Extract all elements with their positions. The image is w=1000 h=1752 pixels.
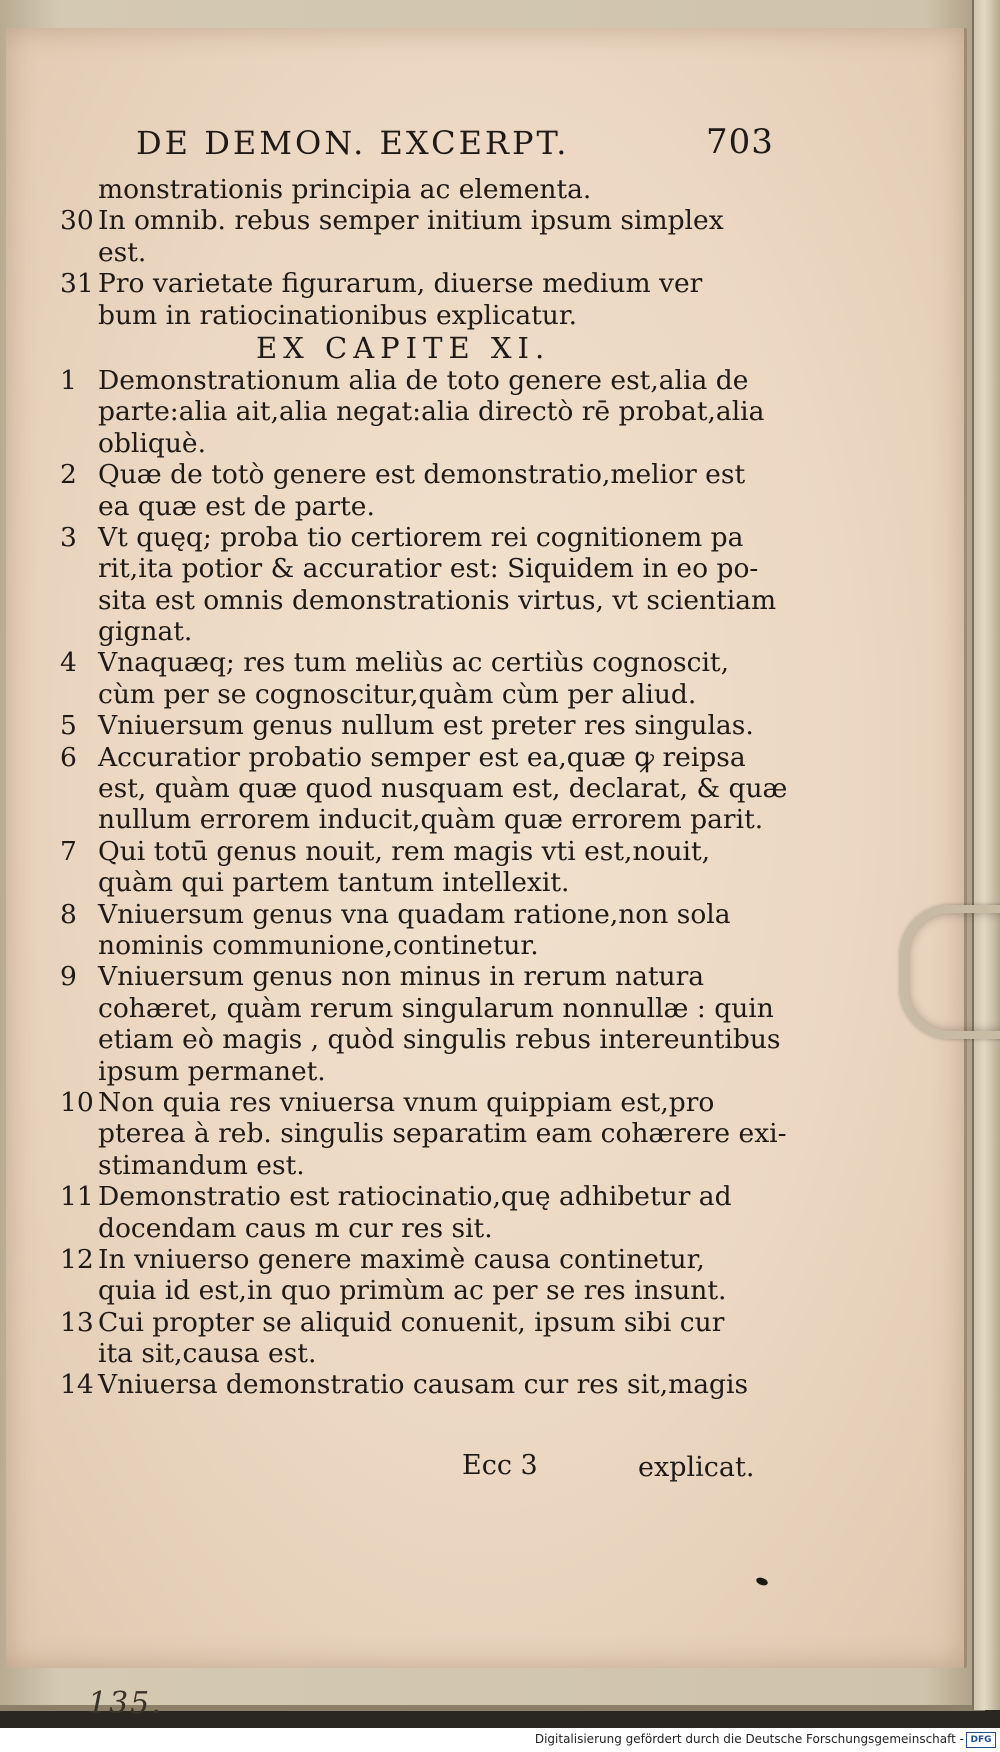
signature-mark: Ecc 3	[462, 1450, 538, 1481]
text-line	[60, 1087, 780, 1118]
line-text: Pro varietate figurarum, diuerse medium ver	[98, 268, 703, 300]
text-line	[60, 647, 780, 678]
text-line	[60, 804, 780, 835]
text-line	[60, 585, 780, 616]
text-line	[60, 365, 780, 396]
text-line	[60, 993, 780, 1024]
text-line	[60, 237, 780, 268]
line-text: nominis communione,continetur.	[98, 929, 539, 961]
line-text: parte:alia ait,alia negat:alia directò rē probat,alia	[98, 396, 765, 428]
line-text: monstrationis principia ac elementa.	[98, 174, 592, 205]
text-line	[60, 961, 780, 992]
text-line	[60, 300, 780, 331]
funding-credit: Digitalisierung gefördert durch die Deutsche Forschungsgemeinschaft -	[534, 1732, 964, 1746]
line-text: ipsum permanet.	[98, 1055, 326, 1087]
line-text: Non quia res vniuersa vnum quippiam est,pro	[98, 1086, 715, 1118]
line-text: Cui propter se aliquid conuenit, ipsum sibi cur	[98, 1306, 725, 1338]
text-line	[60, 491, 780, 522]
line-text: docendam caus m cur res sit.	[98, 1212, 493, 1244]
text-line	[60, 1150, 780, 1181]
aphorism-number: 31	[60, 268, 94, 300]
text-line	[60, 268, 780, 299]
chapter-heading-text: EX CAPITE XI.	[256, 330, 551, 365]
clasp-strap	[900, 905, 1000, 1039]
text-line	[60, 836, 780, 867]
dfg-logo: DFG	[966, 1732, 996, 1748]
line-text: quia id est,in quo primùm ac per se res insunt.	[98, 1275, 727, 1307]
line-text: Accuratior probatio semper est ea,quæ ꝙ reipsa	[98, 741, 746, 773]
text-line	[60, 1213, 780, 1244]
text-line	[60, 867, 780, 898]
page-number: 703	[706, 122, 774, 162]
aphorism-number: 1	[60, 364, 77, 396]
text-line	[60, 616, 780, 647]
line-text: ita sit,causa est.	[98, 1338, 317, 1370]
text-line	[60, 1244, 780, 1275]
aphorism-number: 2	[60, 459, 77, 491]
text-line	[60, 1024, 780, 1055]
aphorism-number: 4	[60, 647, 77, 679]
chapter-heading	[60, 331, 780, 365]
page-text-block	[60, 118, 788, 1401]
text-line	[60, 1307, 780, 1338]
aphorism-number: 30	[60, 205, 94, 237]
text-line	[60, 742, 780, 773]
text-lines	[60, 174, 788, 1401]
line-text: cohæret, quàm rerum singularum nonnullæ : quin	[98, 992, 774, 1024]
text-line	[60, 174, 780, 205]
line-text: etiam eò magis , quòd singulis rebus intereuntibus	[98, 1024, 781, 1056]
line-text: sita est omnis demonstrationis virtus, vt scientiam	[98, 584, 777, 616]
binding-edge	[972, 0, 1000, 1710]
text-line	[60, 1275, 780, 1306]
line-text: ea quæ est de parte.	[98, 490, 375, 522]
text-line	[60, 1056, 780, 1087]
text-line	[60, 428, 780, 459]
text-line	[60, 899, 780, 930]
line-text: obliquè.	[98, 427, 207, 459]
line-text: Quæ de totò genere est demonstratio,melior est	[98, 459, 746, 491]
aphorism-number: 12	[60, 1243, 94, 1275]
aphorism-number: 5	[60, 710, 77, 742]
text-line	[60, 459, 780, 490]
aphorism-number: 14	[60, 1369, 94, 1401]
text-line	[60, 1369, 780, 1400]
line-text: Qui totū genus nouit, rem magis vti est,nouit,	[98, 835, 711, 867]
digitization-footer	[0, 1728, 1000, 1752]
text-line	[60, 205, 780, 236]
aphorism-number: 9	[60, 961, 77, 993]
line-text: bum in ratiocinationibus explicatur.	[98, 299, 578, 331]
text-line	[60, 679, 780, 710]
text-line	[60, 522, 780, 553]
text-line	[60, 1181, 780, 1212]
line-text: In vniuersо genere maximè causa continetur,	[98, 1243, 705, 1275]
line-text: Demonstratio est ratiocinatio,quę adhibetur ad	[98, 1181, 732, 1213]
text-line	[60, 553, 780, 584]
line-text: est, quàm quæ quod nusquam est, declarat, & quæ	[98, 773, 788, 805]
line-text: Vniuersum genus non minus in rerum natura	[98, 961, 705, 993]
line-text: quàm qui partem tantum intellexit.	[98, 867, 570, 899]
aphorism-number: 8	[60, 898, 77, 930]
aphorism-number: 10	[60, 1086, 94, 1118]
line-text: est.	[98, 236, 147, 268]
line-text: Vniuersa demonstratio causam cur res sit,magis	[98, 1369, 749, 1401]
running-head-title: DE DEMON. EXCERPT.	[136, 124, 570, 162]
line-text: Vt quęq; proba tio certiorem rei cognitionem pa	[98, 521, 744, 553]
line-text: In omnib. rebus semper initium ipsum simplex	[98, 205, 724, 237]
aphorism-number: 7	[60, 835, 77, 867]
text-line	[60, 396, 780, 427]
aphorism-number: 3	[60, 521, 77, 553]
line-text: gignat.	[98, 616, 193, 648]
text-line	[60, 1118, 787, 1150]
line-text: cùm per se cognoscitur,quàm cùm per aliud.	[98, 678, 697, 710]
catchword: explicat.	[638, 1452, 755, 1483]
handwritten-shelfmark: 135.	[88, 1686, 163, 1721]
aphorism-number: 13	[60, 1306, 94, 1338]
line-text: Vniuersum genus vna quadam ratione,non sola	[98, 898, 731, 930]
line-text: stimandum est.	[98, 1149, 305, 1181]
text-line	[60, 1338, 780, 1369]
text-line	[60, 930, 780, 961]
line-text: Vnaquæq; res tum meliùs ac certiùs cognoscit,	[98, 647, 729, 679]
running-head	[60, 118, 780, 174]
line-text: Vniuersum genus nullum est preter res singulas.	[98, 710, 754, 742]
text-line	[60, 710, 780, 741]
line-text: nullum errorem inducit,quàm quæ errorem parit.	[98, 804, 764, 836]
aphorism-number: 11	[60, 1181, 94, 1213]
line-text: rit,ita potior & accuratior est: Siquidem in eo po-	[98, 553, 759, 585]
text-line	[60, 773, 788, 805]
aphorism-number: 6	[60, 741, 77, 773]
line-text: pterea à reb. singulis separatim eam cohærere exi-	[98, 1118, 787, 1150]
line-text: Demonstrationum alia de toto genere est,alia de	[98, 364, 749, 396]
